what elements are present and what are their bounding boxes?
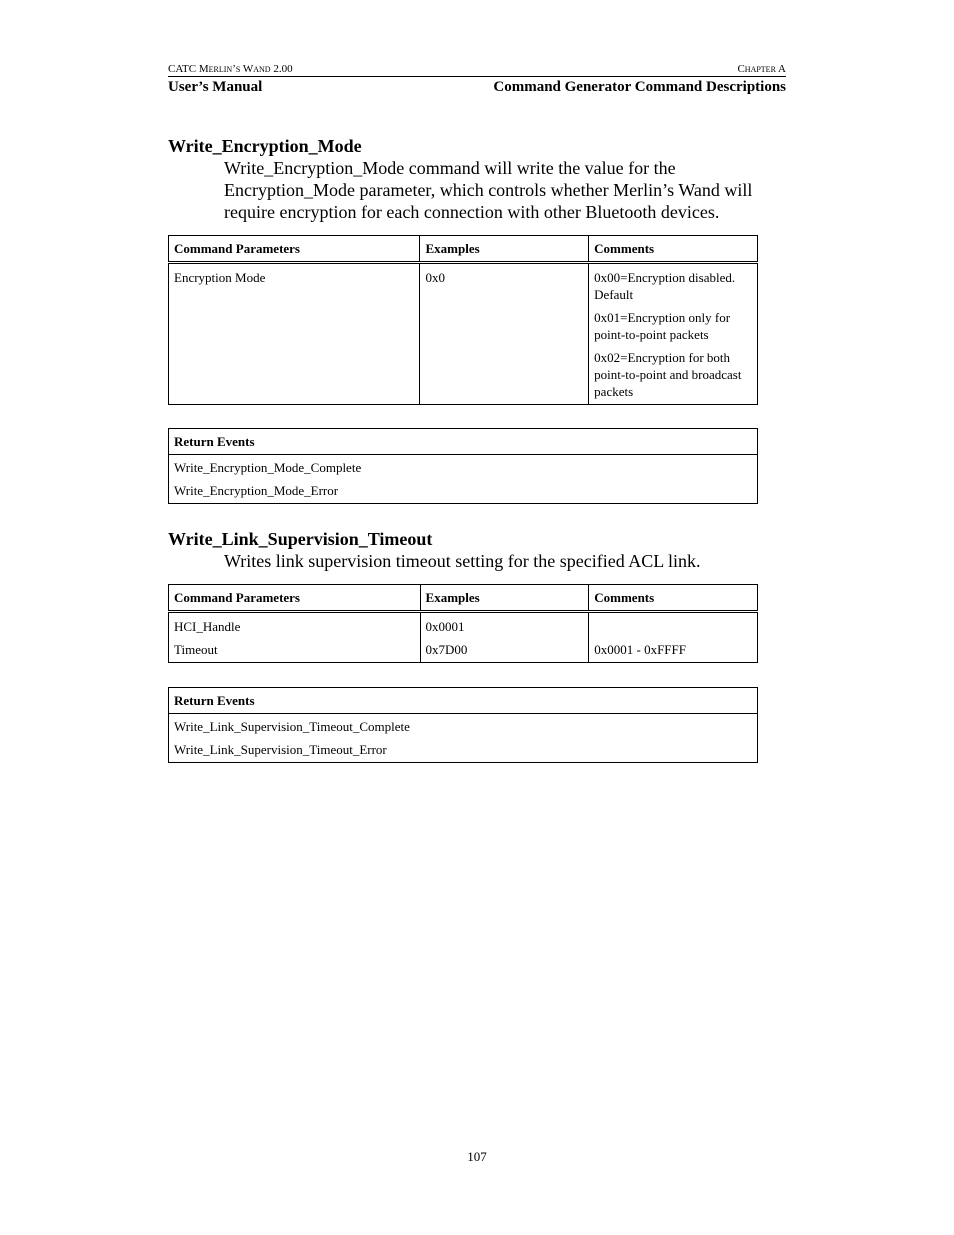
column-header: Return Events [169, 429, 758, 455]
comment-line: 0x00=Encryption disabled. Default [594, 270, 736, 302]
header-manual: User’s Manual [168, 79, 263, 95]
running-subheader [168, 78, 786, 96]
param-cell: HCI_Handle [169, 612, 421, 640]
example-cell: 0x0001 [420, 612, 589, 640]
column-header: Examples [420, 236, 589, 263]
params-table-write-encryption-mode [168, 235, 758, 405]
column-header: Return Events [169, 688, 758, 714]
example-cell: 0x0 [420, 263, 589, 405]
comments-cell [589, 263, 758, 405]
table-header-row [169, 585, 758, 612]
example-cell: 0x7D00 [420, 639, 589, 663]
column-header: Command Parameters [169, 585, 421, 612]
event-cell: Write_Encryption_Mode_Complete [169, 455, 758, 480]
column-header: Comments [589, 236, 758, 263]
comments-cell [589, 612, 758, 640]
comment-line: 0x01=Encryption only for point-to-point packets [594, 310, 731, 342]
table-row [169, 263, 758, 405]
events-table-write-encryption-mode [168, 428, 758, 504]
section-title-write-link-supervision-timeout: Write_Link_Supervision_Timeout [168, 529, 433, 549]
params-table-write-link-supervision-timeout [168, 584, 758, 663]
section-title-write-encryption-mode: Write_Encryption_Mode [168, 136, 362, 156]
event-cell: Write_Link_Supervision_Timeout_Error [169, 738, 758, 763]
events-table-write-link-supervision-timeout [168, 687, 758, 763]
column-header: Command Parameters [169, 236, 420, 263]
table-row [169, 455, 758, 480]
header-section: Command Generator Command Descriptions [493, 79, 786, 95]
column-header: Examples [420, 585, 589, 612]
param-cell: Encryption Mode [169, 263, 420, 405]
section-description-write-link-supervision-timeout: Writes link supervision timeout setting for the specified ACL link. [224, 551, 701, 571]
event-cell: Write_Encryption_Mode_Error [169, 479, 758, 504]
table-row [169, 639, 758, 663]
page-number: 107 [467, 1149, 487, 1164]
table-header-row [169, 236, 758, 263]
param-cell: Timeout [169, 639, 421, 663]
table-row [169, 612, 758, 640]
table-row [169, 714, 758, 739]
table-header-row [169, 429, 758, 455]
running-header [168, 62, 786, 77]
table-header-row [169, 688, 758, 714]
header-chapter: Chapter A [737, 63, 786, 75]
column-header: Comments [589, 585, 758, 612]
section-description-write-encryption-mode: Write_Encryption_Mode command will write the value for the Encryption_Mode parameter, which controls whether Merlin’s Wand will require encryption for each connection with other Bluetooth devices. [224, 158, 753, 222]
comments-cell: 0x0001 - 0xFFFF [589, 639, 758, 663]
comment-line: 0x02=Encryption for both point-to-point and broadcast packets [594, 350, 742, 399]
table-row [169, 479, 758, 504]
header-product: CATC Merlin’s Wand 2.00 [168, 63, 293, 75]
event-cell: Write_Link_Supervision_Timeout_Complete [169, 714, 758, 739]
table-row [169, 738, 758, 763]
